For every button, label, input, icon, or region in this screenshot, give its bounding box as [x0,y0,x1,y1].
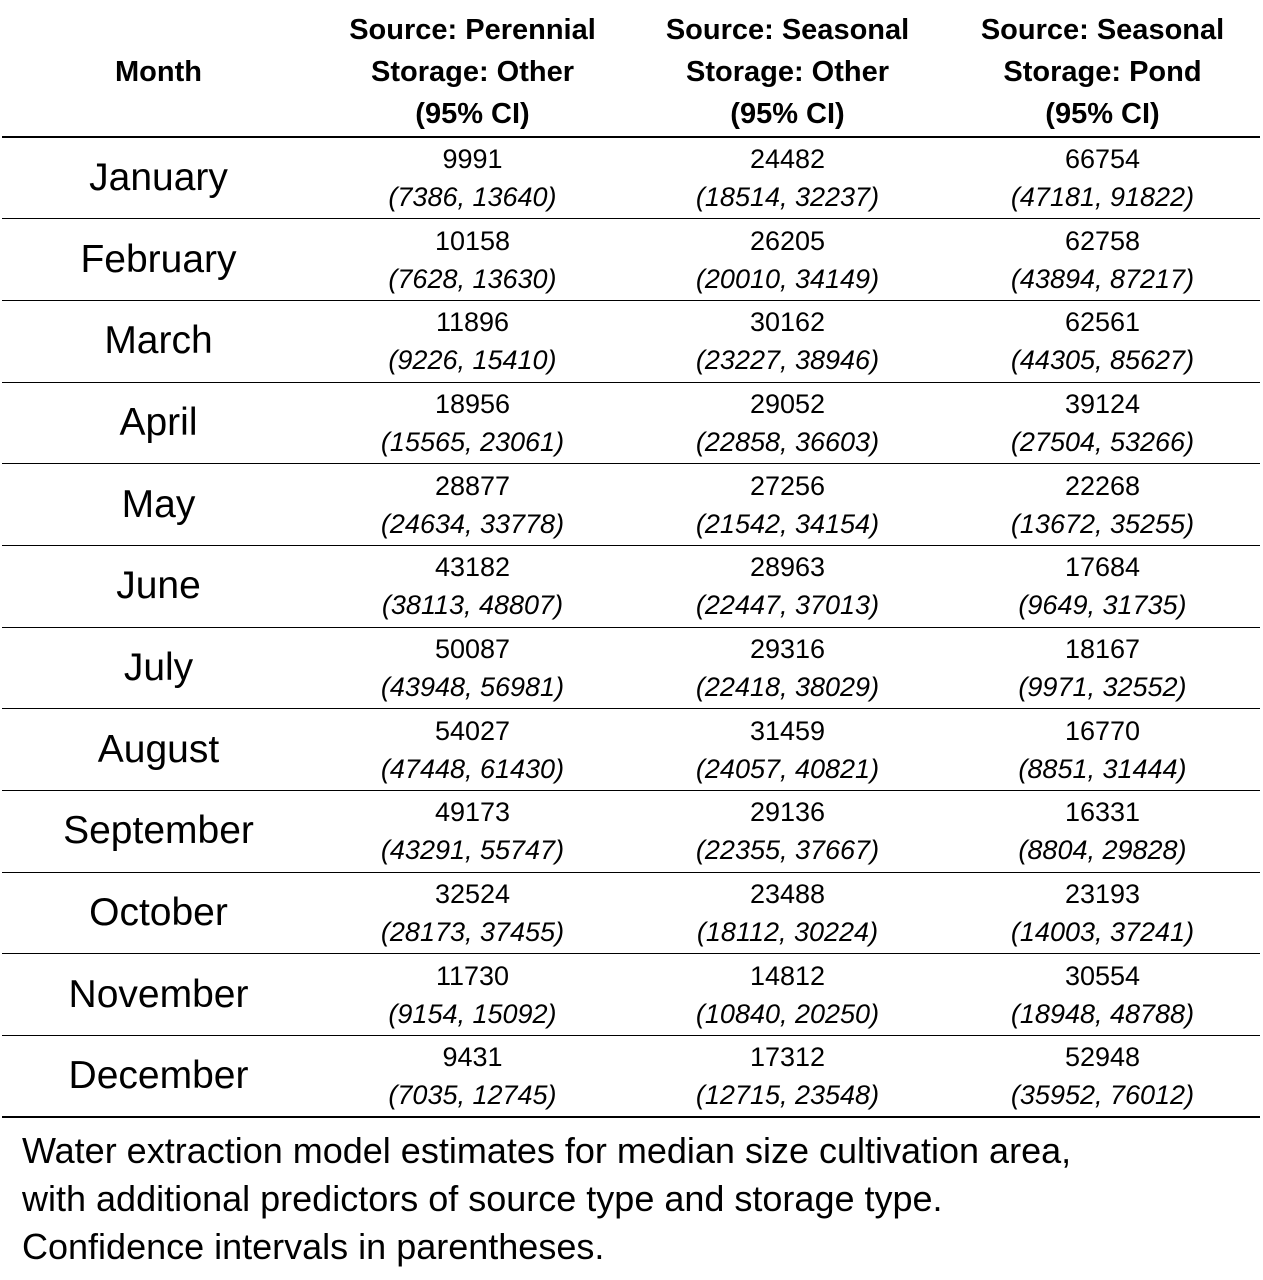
value-cell [945,872,1260,954]
estimate-value: 30554 [1064,960,1141,991]
header-line: Storage: Other [685,55,890,88]
confidence-interval: (20010, 34149) [695,263,880,294]
value-cell [945,627,1260,709]
confidence-interval: (9226, 15410) [388,345,557,376]
estimate-value: 16331 [1064,797,1141,828]
header-line: Month [115,55,202,88]
estimate-value: 18956 [434,388,511,419]
value-cell [630,954,945,1036]
value-cell [630,219,945,301]
estimate-value: 17312 [749,1042,826,1073]
estimate-value: 50087 [434,633,511,664]
month-cell: December [2,1036,315,1118]
estimate-value: 62561 [1064,307,1141,338]
header-line: Source: Seasonal [980,13,1225,46]
confidence-interval: (18948, 48788) [1010,998,1195,1029]
value-cell [630,791,945,873]
table-row [2,954,1260,1036]
value-cell [315,627,630,709]
value-cell [315,464,630,546]
confidence-interval: (44305, 85627) [1010,345,1195,376]
confidence-interval: (7386, 13640) [388,182,557,213]
estimate-value: 29316 [749,633,826,664]
table-body [2,137,1260,1117]
value-cell [630,137,945,219]
estimate-value: 39124 [1064,388,1141,419]
table-row [2,791,1260,873]
estimate-value: 54027 [434,715,511,746]
estimate-value: 18167 [1064,633,1141,664]
value-cell [945,1036,1260,1118]
confidence-interval: (14003, 37241) [1010,917,1195,948]
value-cell [315,709,630,791]
estimates-table [2,7,1260,1118]
header-row [2,7,1260,137]
month-cell: August [2,709,315,791]
confidence-interval: (24634, 33778) [380,508,565,539]
table-row [2,219,1260,301]
confidence-interval: (9154, 15092) [388,998,557,1029]
confidence-interval: (28173, 37455) [380,917,565,948]
confidence-interval: (12715, 23548) [695,1080,880,1111]
month-cell: January [2,137,315,219]
month-cell: April [2,382,315,464]
value-cell [315,791,630,873]
value-cell [315,954,630,1036]
estimate-value: 32524 [434,879,511,910]
confidence-interval: (38113, 48807) [381,590,564,621]
confidence-interval: (15565, 23061) [380,426,565,457]
value-cell [315,137,630,219]
value-cell [630,545,945,627]
confidence-interval: (43948, 56981) [380,671,565,702]
value-cell [315,1036,630,1118]
confidence-interval: (35952, 76012) [1010,1080,1195,1111]
confidence-interval: (22355, 37667) [695,835,880,866]
value-cell [945,954,1260,1036]
confidence-interval: (8804, 29828) [1018,835,1187,866]
table-row [2,709,1260,791]
value-cell [945,382,1260,464]
estimate-value: 11730 [435,960,510,991]
value-cell [945,709,1260,791]
value-cell [630,464,945,546]
value-cell [315,382,630,464]
confidence-interval: (18112, 30224) [696,917,879,948]
header-seasonal-pond [945,7,1260,137]
confidence-interval: (47181, 91822) [1010,182,1195,213]
estimate-value: 66754 [1064,144,1141,175]
header-perennial-other [315,7,630,137]
confidence-interval: (43291, 55747) [380,835,565,866]
month-cell: May [2,464,315,546]
estimate-value: 17684 [1064,552,1141,583]
confidence-interval: (7035, 12745) [388,1080,557,1111]
estimate-value: 14812 [749,960,826,991]
value-cell [945,219,1260,301]
estimate-value: 29136 [749,797,826,828]
value-cell [945,300,1260,382]
estimate-value: 22268 [1064,470,1141,501]
header-line: (95% CI) [1045,97,1160,130]
header-month [2,7,315,137]
value-cell [630,382,945,464]
table-row [2,137,1260,219]
header-line: (95% CI) [415,97,530,130]
month-cell: September [2,791,315,873]
value-cell [630,1036,945,1118]
month-cell: February [2,219,315,301]
confidence-interval: (27504, 53266) [1010,426,1195,457]
confidence-interval: (13672, 35255) [1010,508,1195,539]
header-line: (95% CI) [730,97,845,130]
confidence-interval: (22447, 37013) [695,590,880,621]
caption-line: Water extraction model estimates for median size cultivation area, [22,1130,1072,1171]
caption-line: Confidence intervals in parentheses. [22,1226,605,1267]
header-line: Source: Seasonal [665,13,910,46]
confidence-interval: (9649, 31735) [1018,590,1187,621]
table-row [2,300,1260,382]
month-cell: June [2,545,315,627]
estimate-value: 31459 [749,715,826,746]
value-cell [630,300,945,382]
month-cell: March [2,300,315,382]
value-cell [945,137,1260,219]
confidence-interval: (22858, 36603) [695,426,880,457]
confidence-interval: (9971, 32552) [1018,671,1187,702]
confidence-interval: (43894, 87217) [1010,263,1195,294]
confidence-interval: (10840, 20250) [695,998,880,1029]
confidence-interval: (24057, 40821) [695,753,880,784]
value-cell [630,872,945,954]
table-row [2,464,1260,546]
value-cell [315,219,630,301]
estimate-value: 10158 [434,225,511,256]
table-row [2,382,1260,464]
estimate-value: 11896 [435,307,510,338]
estimate-value: 28877 [434,470,511,501]
estimate-value: 29052 [749,388,826,419]
table-row [2,627,1260,709]
confidence-interval: (47448, 61430) [380,753,565,784]
estimate-value: 26205 [749,225,826,256]
header-line: Storage: Other [370,55,575,88]
value-cell [945,791,1260,873]
table-caption [22,1127,1252,1271]
table-row [2,1036,1260,1118]
month-cell: July [2,627,315,709]
value-cell [630,709,945,791]
value-cell [315,300,630,382]
estimate-value: 28963 [749,552,826,583]
estimate-value: 62758 [1064,225,1141,256]
estimate-value: 43182 [434,552,511,583]
estimate-value: 9991 [442,144,503,175]
value-cell [315,545,630,627]
table-row [2,872,1260,954]
estimate-value: 16770 [1064,715,1141,746]
estimate-value: 24482 [749,144,826,175]
estimate-value: 23193 [1064,879,1141,910]
confidence-interval: (18514, 32237) [695,182,880,213]
confidence-interval: (8851, 31444) [1018,753,1187,784]
confidence-interval: (23227, 38946) [695,345,880,376]
table-header [2,7,1260,137]
estimate-value: 52948 [1064,1042,1141,1073]
estimate-value: 49173 [434,797,511,828]
estimate-value: 27256 [749,470,826,501]
caption-line: with additional predictors of source type and storage type. [22,1178,943,1219]
table-row [2,545,1260,627]
confidence-interval: (21542, 34154) [695,508,880,539]
estimate-value: 9431 [442,1042,503,1073]
confidence-interval: (7628, 13630) [388,263,557,294]
header-line: Storage: Pond [1003,55,1202,88]
value-cell [945,464,1260,546]
value-cell [945,545,1260,627]
month-cell: October [2,872,315,954]
header-seasonal-other [630,7,945,137]
value-cell [315,872,630,954]
value-cell [630,627,945,709]
confidence-interval: (22418, 38029) [695,671,880,702]
month-cell: November [2,954,315,1036]
estimate-value: 23488 [749,879,826,910]
header-line: Source: Perennial [349,13,596,46]
estimate-value: 30162 [749,307,826,338]
